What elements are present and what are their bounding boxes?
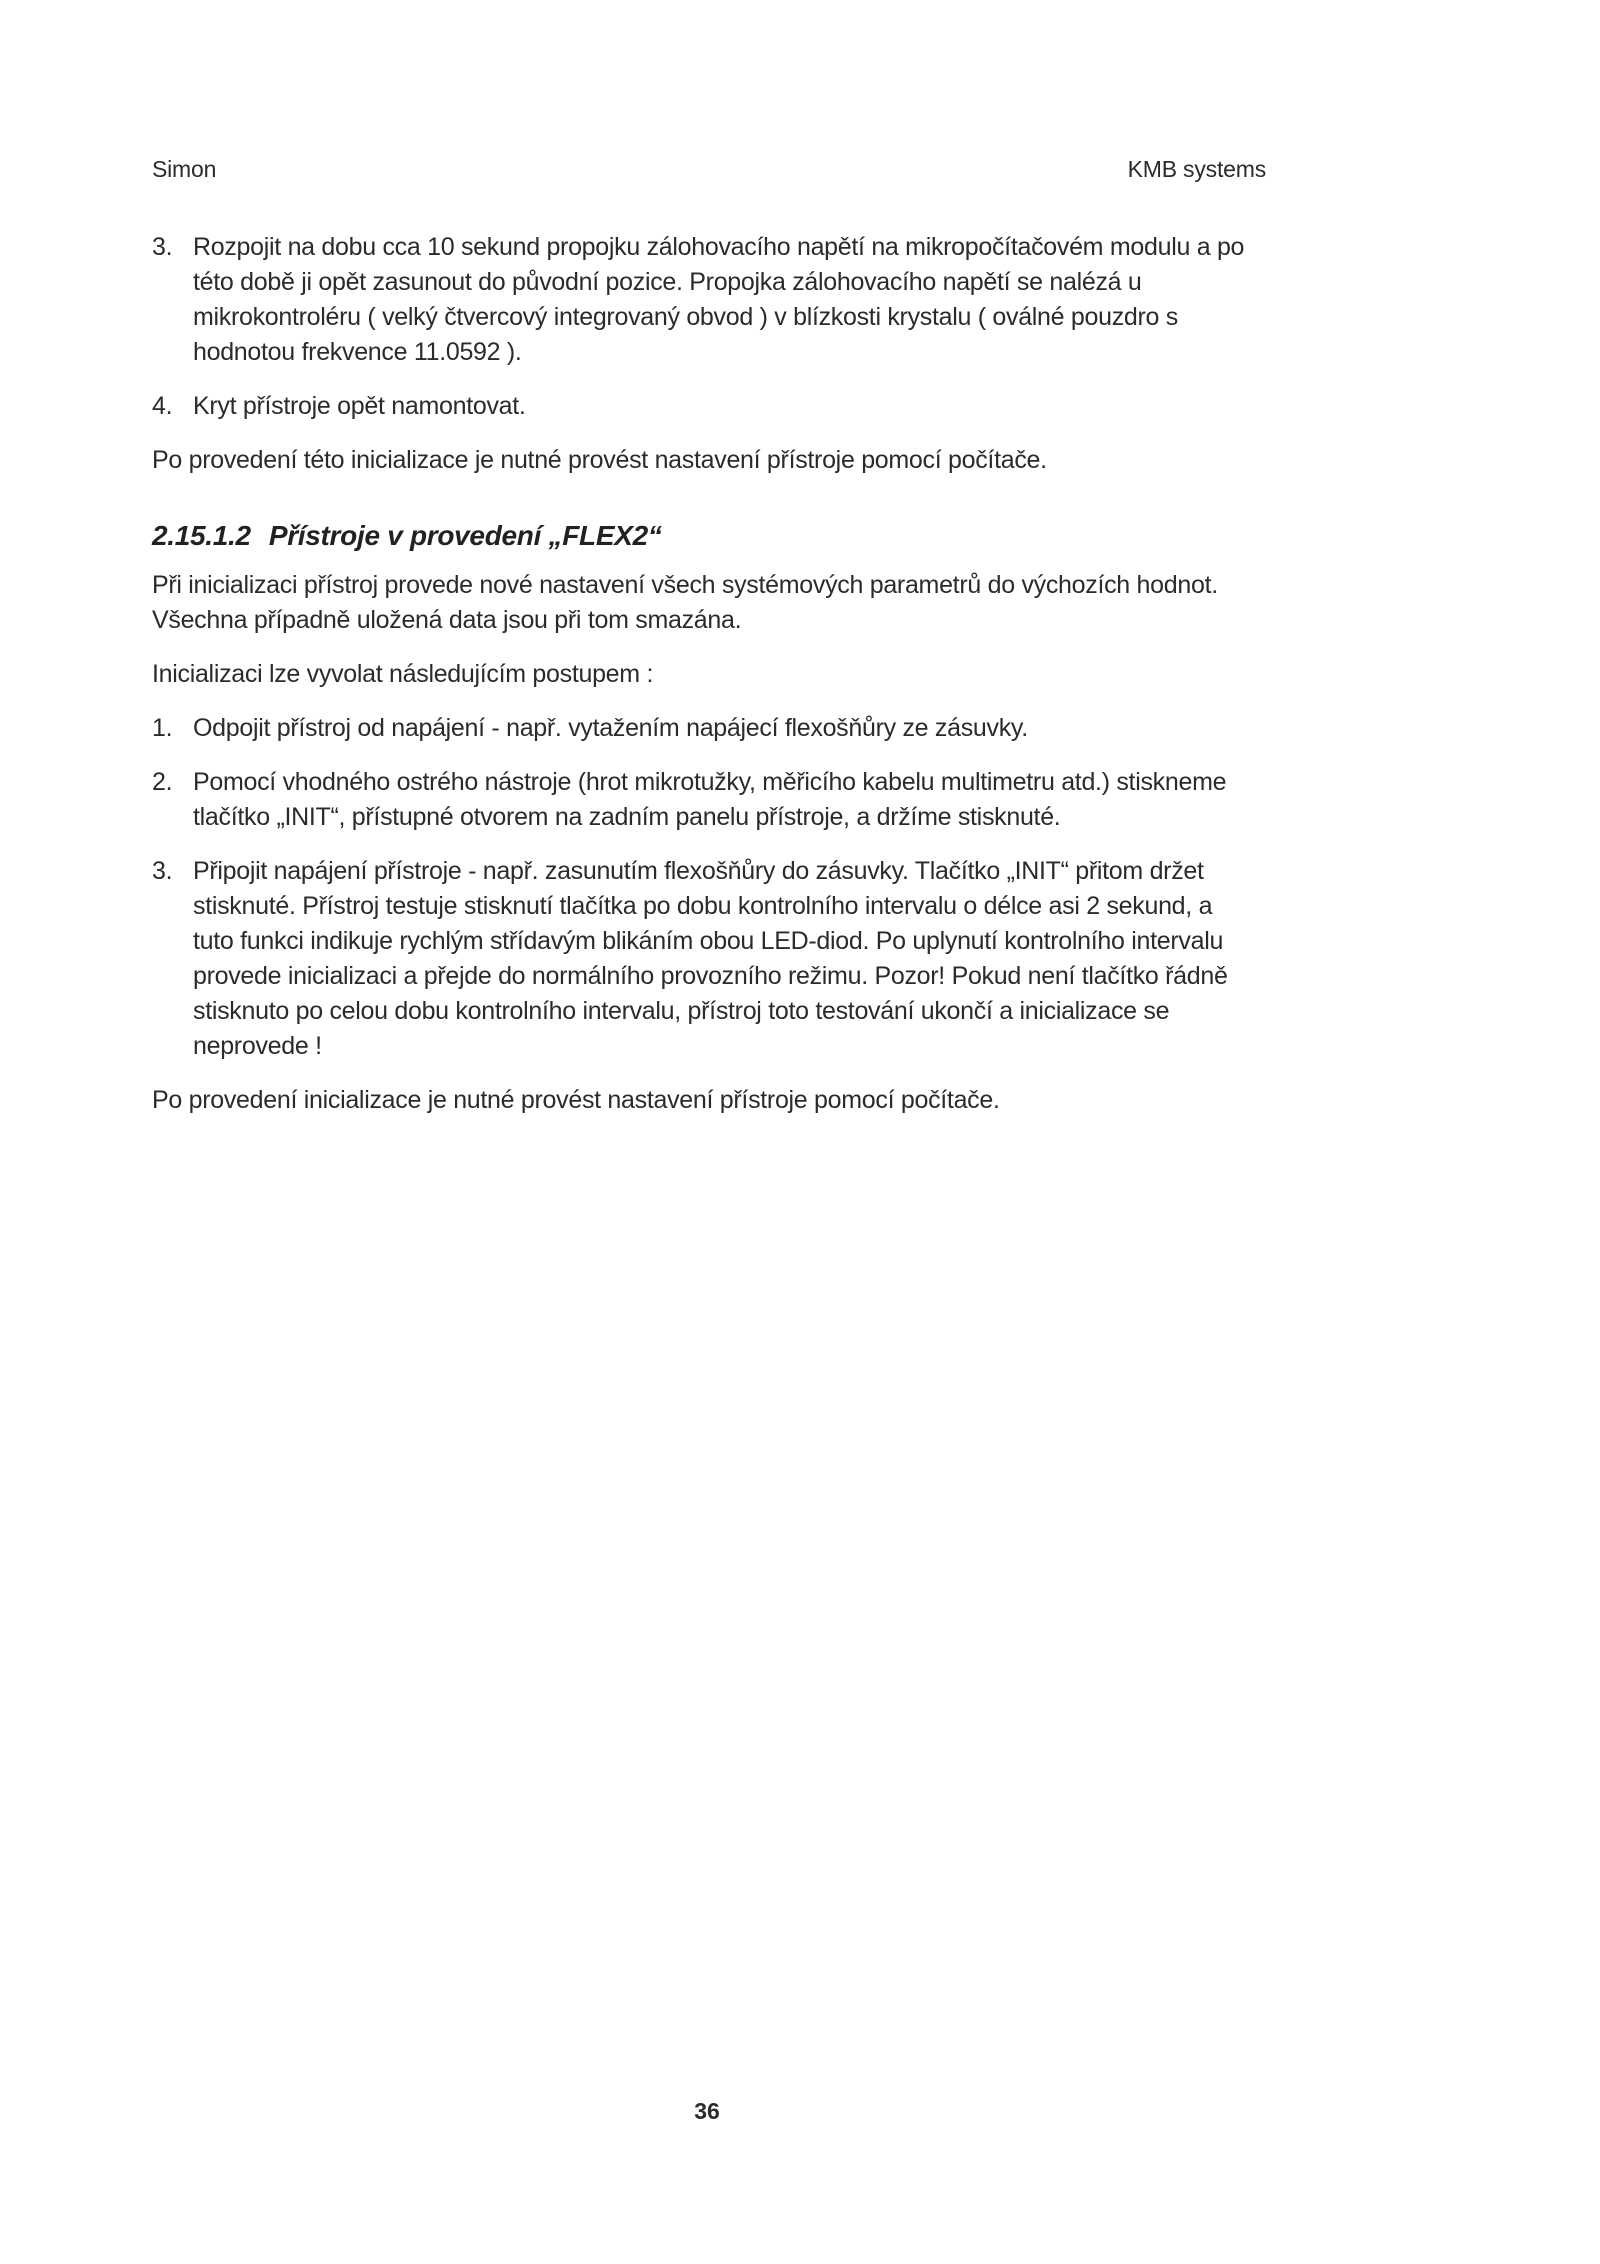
section-number: 2.15.1.2 bbox=[152, 520, 251, 551]
list-item-line: Kryt přístroje opět namontovat. bbox=[193, 392, 526, 420]
list-item-line: této době ji opět zasunout do původní pozice. Propojka zálohovacího napětí se nalézá u bbox=[193, 268, 1142, 296]
intro-paragraph bbox=[152, 568, 1272, 638]
list-item bbox=[152, 389, 1272, 424]
list-item-number: 1. bbox=[152, 714, 173, 742]
list-item-line: provede inicializaci a přejde do normálního provozního režimu. Pozor! Pokud není tlačítko řádně bbox=[193, 962, 1228, 990]
header-author: Simon bbox=[152, 156, 217, 182]
list-item-line: Rozpojit na dobu cca 10 sekund propojku zálohovacího napětí na mikropočítačovém modulu a po bbox=[193, 233, 1245, 261]
list-item-line: stisknuté. Přístroj testuje stisknutí tlačítka po dobu kontrolního intervalu o délce asi 2 sekund, a bbox=[193, 892, 1213, 920]
list-item-line: mikrokontroléru ( velký čtvercový integrovaný obvod ) v blízkosti krystalu ( oválné pouzdro s bbox=[193, 303, 1179, 331]
list-item-number: 4. bbox=[152, 392, 173, 420]
closing-paragraph: Po provedení inicializace je nutné provést nastavení přístroje pomocí počítače. bbox=[152, 1086, 1000, 1114]
list-item-line: Odpojit přístroj od napájení - např. vytažením napájecí flexošňůry ze zásuvky. bbox=[193, 714, 1028, 742]
paragraph-line: Všechna případně uložená data jsou při tom smazána. bbox=[152, 606, 742, 634]
paragraph: Po provedení této inicializace je nutné provést nastavení přístroje pomocí počítače. bbox=[152, 446, 1047, 474]
list-item-number: 2. bbox=[152, 768, 173, 796]
list-item-line: neprovede ! bbox=[193, 1032, 322, 1060]
procedure-intro: Inicializaci lze vyvolat následujícím postupem : bbox=[152, 660, 654, 688]
list-item-line: hodnotou frekvence 11.0592 ). bbox=[193, 338, 522, 366]
list-item bbox=[152, 854, 1272, 1064]
list-item bbox=[152, 711, 1272, 746]
section-title: Přístroje v provedení „FLEX2“ bbox=[268, 520, 662, 551]
list-item-line: tuto funkci indikuje rychlým střídavým blikáním obou LED-diod. Po uplynutí kontrolního intervalu bbox=[193, 927, 1224, 955]
list-item-number: 3. bbox=[152, 233, 173, 261]
list-item bbox=[152, 230, 1272, 370]
paragraph-line: Při inicializaci přístroj provede nové nastavení všech systémových parametrů do výchozích hodnot. bbox=[152, 571, 1218, 599]
page-content bbox=[152, 230, 1272, 1137]
page-number: 36 bbox=[694, 2098, 720, 2124]
list-item-line: Připojit napájení přístroje - např. zasunutím flexošňůry do zásuvky. Tlačítko „INIT“ přitom držet bbox=[193, 857, 1204, 885]
list-item-line: stisknuto po celou dobu kontrolního intervalu, přístroj toto testování ukončí a inicializace se bbox=[193, 997, 1170, 1025]
list-item bbox=[152, 765, 1272, 835]
list-item-line: Pomocí vhodného ostrého nástroje (hrot mikrotužky, měřicího kabelu multimetru atd.) stiskneme bbox=[193, 768, 1227, 796]
header-company: KMB systems bbox=[1127, 156, 1266, 182]
list-item-line: tlačítko „INIT“, přístupné otvorem na zadním panelu přístroje, a držíme stisknuté. bbox=[193, 803, 1061, 831]
section-heading bbox=[152, 518, 1272, 554]
list-item-number: 3. bbox=[152, 857, 173, 885]
